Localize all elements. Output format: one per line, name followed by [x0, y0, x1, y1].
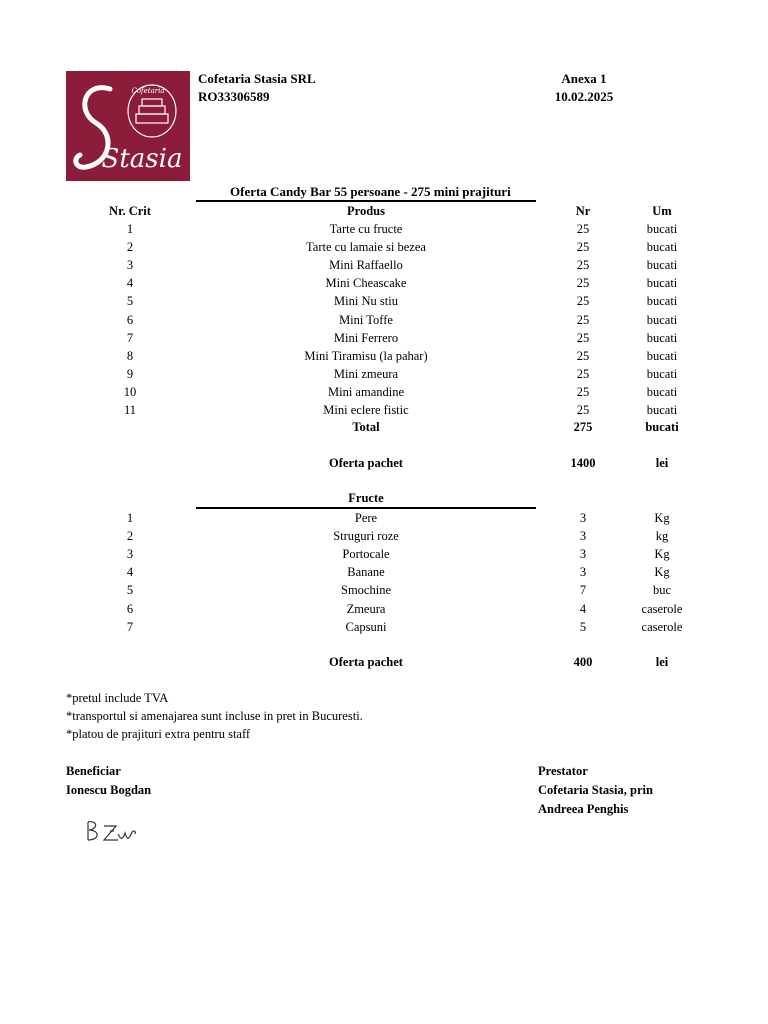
company-logo	[66, 71, 190, 181]
beneficiary-block	[66, 762, 151, 800]
product-name: Tarte cu fructe	[329, 222, 403, 236]
fruits-package-price: 400	[573, 655, 593, 669]
product-unit: bucati	[646, 348, 678, 363]
fruit-row	[0, 618, 768, 636]
product-qty: 25	[576, 240, 590, 255]
document-date: 10.02.2025	[554, 89, 614, 104]
fruit-unit: buc	[652, 583, 672, 598]
logo-brand-text: Stasia	[101, 144, 183, 174]
fruit-row	[0, 527, 768, 545]
product-row	[0, 311, 768, 329]
product-row	[0, 365, 768, 383]
products-total-row	[0, 418, 768, 436]
product-qty: 25	[576, 384, 590, 399]
fruit-row	[0, 600, 768, 618]
product-unit: bucati	[646, 258, 678, 273]
col-header-nr: Nr	[575, 204, 591, 218]
package-currency: lei	[655, 456, 669, 470]
product-qty: 25	[576, 222, 590, 236]
product-qty: 25	[576, 403, 590, 417]
product-name: Mini eclere fistic	[323, 403, 409, 417]
fruit-row	[0, 509, 768, 527]
handwritten-signature	[84, 818, 140, 846]
product-qty: 25	[576, 366, 590, 381]
note-vat: *pretul include TVA	[66, 691, 169, 705]
product-index: 1	[126, 222, 134, 236]
fruit-unit: Kg	[654, 565, 670, 580]
product-name: Mini Nu stiu	[334, 294, 398, 309]
product-index: 3	[126, 258, 134, 273]
table-header-row	[0, 202, 768, 220]
fruits-title: Fructe	[348, 491, 384, 505]
provider-block	[538, 762, 653, 819]
product-qty: 25	[576, 348, 590, 363]
annex-block	[554, 70, 614, 106]
fruit-index: 6	[126, 601, 134, 616]
fruit-unit: caserole	[641, 619, 683, 634]
product-row	[0, 238, 768, 256]
total-qty: 275	[573, 420, 593, 434]
total-label: Total	[352, 420, 380, 434]
product-unit: bucati	[646, 294, 678, 309]
note-transport: *transportul si amenajarea sunt incluse in pret in Bucuresti.	[66, 709, 363, 723]
product-row	[0, 401, 768, 419]
product-unit: bucati	[646, 240, 678, 255]
product-row	[0, 274, 768, 292]
fruit-index: 4	[126, 565, 134, 580]
note-staff-platter: *platou de prajituri extra pentru staff	[66, 727, 251, 741]
products-package-row	[0, 454, 768, 472]
beneficiary-name: Ionescu Bogdan	[66, 783, 152, 797]
fruit-qty: 5	[579, 619, 587, 634]
beneficiary-title: Beneficiar	[66, 764, 121, 778]
fruit-qty: 3	[579, 529, 587, 544]
product-unit: bucati	[646, 330, 678, 345]
total-unit: bucati	[645, 420, 679, 434]
fruit-qty: 3	[579, 511, 587, 525]
fruit-name: Pere	[354, 511, 378, 525]
product-unit: bucati	[646, 276, 678, 291]
provider-company: Cofetaria Stasia, prin	[538, 783, 653, 797]
fruit-index: 1	[126, 511, 134, 525]
product-row	[0, 220, 768, 238]
product-unit: bucati	[646, 366, 678, 381]
product-unit: bucati	[646, 222, 678, 236]
fruit-row	[0, 563, 768, 581]
offer-title: Oferta Candy Bar 55 persoane - 275 mini prajituri	[230, 184, 511, 199]
fruit-name: Banane	[347, 565, 385, 580]
product-index: 2	[126, 240, 134, 255]
fruit-qty: 4	[579, 601, 587, 616]
product-row	[0, 383, 768, 401]
fruit-name: Zmeura	[346, 601, 386, 616]
product-index: 4	[126, 276, 134, 291]
fruit-qty: 3	[579, 565, 587, 580]
fruit-unit: Kg	[654, 547, 670, 562]
product-index: 7	[126, 330, 134, 345]
package-price: 1400	[570, 456, 596, 470]
fruit-unit: kg	[655, 529, 669, 544]
product-unit: bucati	[646, 384, 678, 399]
product-unit: bucati	[646, 403, 678, 417]
company-block	[198, 70, 316, 106]
product-row	[0, 347, 768, 365]
product-name: Mini Ferrero	[333, 330, 399, 345]
fruit-index: 2	[126, 529, 134, 544]
beneficiary-signature	[84, 818, 140, 851]
product-index: 11	[123, 403, 137, 417]
product-name: Mini Cheascake	[325, 276, 407, 291]
fruit-name: Smochine	[341, 583, 391, 598]
product-name: Mini amandine	[327, 384, 405, 399]
notes-block	[66, 689, 363, 743]
product-unit: bucati	[646, 312, 678, 327]
provider-representative: Andreea Penghis	[538, 802, 629, 816]
product-index: 8	[126, 348, 134, 363]
fruit-row	[0, 545, 768, 563]
company-cui: RO33306589	[198, 89, 270, 104]
col-header-produs: Produs	[347, 204, 385, 218]
fruit-index: 5	[126, 583, 134, 598]
product-name: Mini Toffe	[339, 312, 393, 327]
fruits-package-currency: lei	[655, 655, 669, 669]
product-name: Tarte cu lamaie si bezea	[306, 240, 426, 255]
package-label: Oferta pachet	[329, 456, 403, 470]
logo-small-text: Cofetaria	[131, 87, 165, 95]
product-row	[0, 292, 768, 310]
col-header-nr-crit: Nr. Crit	[109, 204, 151, 218]
product-qty: 25	[576, 294, 590, 309]
fruits-title-row	[0, 489, 768, 507]
product-index: 10	[123, 384, 137, 399]
logo-graphic	[66, 71, 190, 181]
company-name: Cofetaria Stasia SRL	[198, 71, 316, 86]
product-name: Mini zmeura	[333, 366, 399, 381]
col-header-um: Um	[652, 204, 672, 218]
product-index: 6	[126, 312, 134, 327]
annex-label: Anexa 1	[561, 71, 607, 86]
fruit-qty: 7	[579, 583, 587, 598]
product-name: Mini Tiramisu (la pahar)	[304, 348, 428, 363]
fruits-package-row	[0, 653, 768, 671]
product-qty: 25	[576, 330, 590, 345]
fruit-index: 7	[126, 619, 134, 634]
fruit-unit: caserole	[641, 601, 683, 616]
product-qty: 25	[576, 312, 590, 327]
fruit-unit: Kg	[654, 511, 670, 525]
product-qty: 25	[576, 276, 590, 291]
fruit-name: Struguri roze	[333, 529, 399, 544]
fruit-index: 3	[126, 547, 134, 562]
product-qty: 25	[576, 258, 590, 273]
product-index: 5	[126, 294, 134, 309]
fruit-row	[0, 581, 768, 599]
fruits-package-label: Oferta pachet	[329, 655, 403, 669]
product-row	[0, 256, 768, 274]
provider-title: Prestator	[538, 764, 588, 778]
product-row	[0, 329, 768, 347]
product-name: Mini Raffaello	[329, 258, 403, 273]
product-index: 9	[126, 366, 134, 381]
fruit-name: Capsuni	[345, 619, 387, 634]
fruit-qty: 3	[579, 547, 587, 562]
fruit-name: Portocale	[342, 547, 390, 562]
